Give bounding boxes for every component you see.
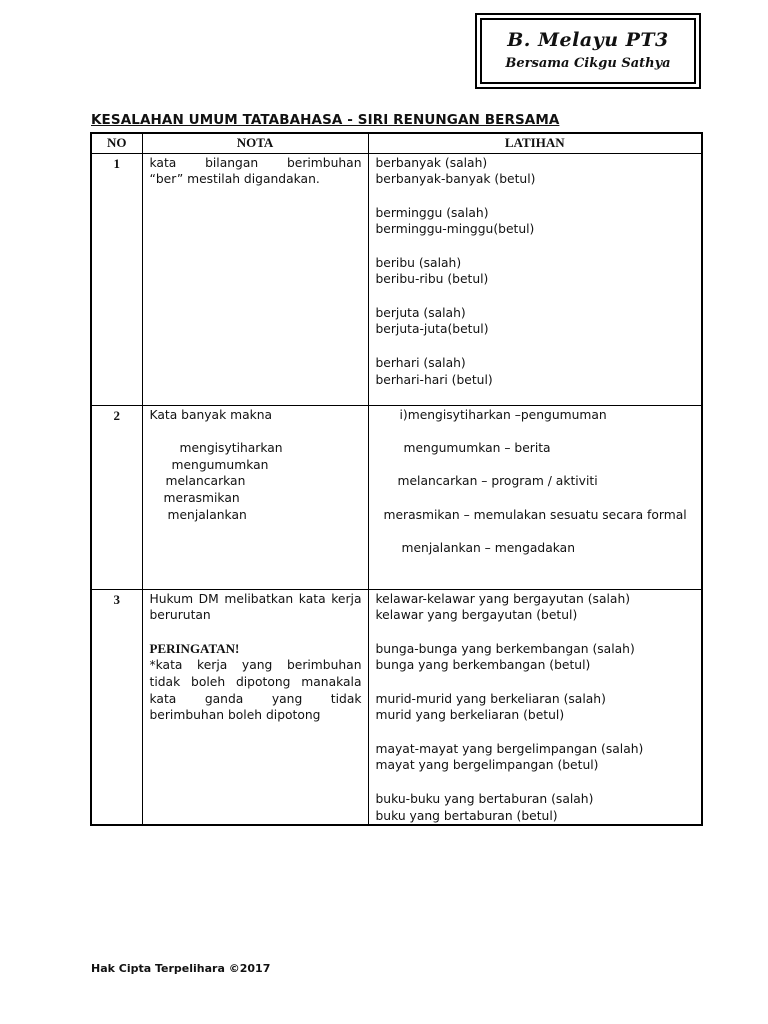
nota-word: bilangan: [205, 155, 259, 170]
nota-cell: [142, 405, 368, 589]
header-subtitle: Bersama Cikgu Sathya: [505, 56, 671, 71]
nota-word: kata: [149, 155, 177, 170]
nota-line: menjalankan: [167, 507, 247, 522]
latihan-line: menjalankan – mengadakan: [401, 541, 575, 556]
table-header-row: [91, 133, 702, 153]
nota-word: berimbuhan: [286, 155, 362, 170]
latihan-line: mayat yang bergelimpangan (betul): [375, 758, 599, 773]
latihan-cell: [368, 153, 702, 405]
latihan-line: berbanyak (salah): [375, 155, 488, 170]
latihan-line: beribu (salah): [375, 255, 462, 270]
latihan-line: buku-buku yang bertaburan (salah): [375, 791, 594, 806]
table-row: [91, 589, 702, 825]
warning-label: PERINGATAN!: [149, 640, 240, 656]
header-inner-frame: [480, 18, 696, 84]
latihan-line: berhari-hari (betul): [375, 372, 493, 387]
nota-line: Hukum DM melibatkan kata kerja berurutan: [149, 591, 362, 623]
nota-line: mengumumkan: [171, 457, 269, 472]
latihan-line: murid yang berkeliaran (betul): [375, 708, 565, 723]
latihan-line: kelawar-kelawar yang bergayutan (salah): [375, 591, 631, 606]
latihan-line: mengumumkan – berita: [403, 440, 551, 455]
latihan-line: berhari (salah): [375, 355, 466, 370]
nota-line: “ber” mestilah digandakan.: [149, 172, 320, 187]
latihan-line: murid-murid yang berkeliaran (salah): [375, 691, 606, 706]
nota-line: *kata kerja yang berimbuhan tidak boleh dipotong manakala kata ganda yang tidak berimbuhan boleh dipotong: [149, 658, 362, 723]
latihan-line: berbanyak-banyak (betul): [375, 172, 536, 187]
header-title: B. Melayu PT3: [507, 29, 669, 51]
column-header-latihan: LATIHAN: [368, 133, 702, 153]
latihan-line: bunga yang berkembangan (betul): [375, 658, 591, 673]
latihan-line: merasmikan – memulakan sesuatu secara formal: [383, 507, 687, 522]
latihan-line: berminggu (salah): [375, 205, 489, 220]
latihan-cell: [368, 405, 702, 589]
latihan-line: beribu-ribu (betul): [375, 272, 489, 287]
latihan-cell: [368, 589, 702, 825]
table-row: [91, 153, 702, 405]
latihan-line: i)mengisytiharkan –pengumuman: [399, 407, 607, 422]
latihan-line: berjuta (salah): [375, 305, 466, 320]
nota-cell: [142, 153, 368, 405]
document-title: KESALAHAN UMUM TATABAHASA - SIRI RENUNGAN BERSAMA: [91, 112, 560, 128]
grammar-table: [90, 132, 703, 826]
nota-cell: [142, 589, 368, 825]
latihan-line: berjuta-juta(betul): [375, 322, 489, 337]
latihan-line: mayat-mayat yang bergelimpangan (salah): [375, 741, 644, 756]
row-number: 3: [91, 589, 142, 825]
row-number: 2: [91, 405, 142, 589]
latihan-line: berminggu-minggu(betul): [375, 222, 535, 237]
nota-line: mengisytiharkan: [179, 440, 283, 455]
nota-line: Kata banyak makna: [149, 407, 273, 422]
latihan-line: bunga-bunga yang berkembangan (salah): [375, 641, 635, 656]
column-header-no: NO: [91, 133, 142, 153]
row-number: 1: [91, 153, 142, 405]
nota-line: merasmikan: [163, 491, 240, 505]
latihan-line: kelawar yang bergayutan (betul): [375, 608, 578, 623]
latihan-line: buku yang bertaburan (betul): [375, 808, 558, 823]
table-row: [91, 405, 702, 589]
nota-line: [150, 155, 362, 172]
column-header-nota: NOTA: [142, 133, 368, 153]
latihan-line: melancarkan – program / aktiviti: [397, 474, 598, 489]
header-box: [475, 13, 701, 89]
copyright-footer: Hak Cipta Terpelihara ©2017: [91, 962, 271, 975]
nota-line: melancarkan: [165, 474, 246, 489]
